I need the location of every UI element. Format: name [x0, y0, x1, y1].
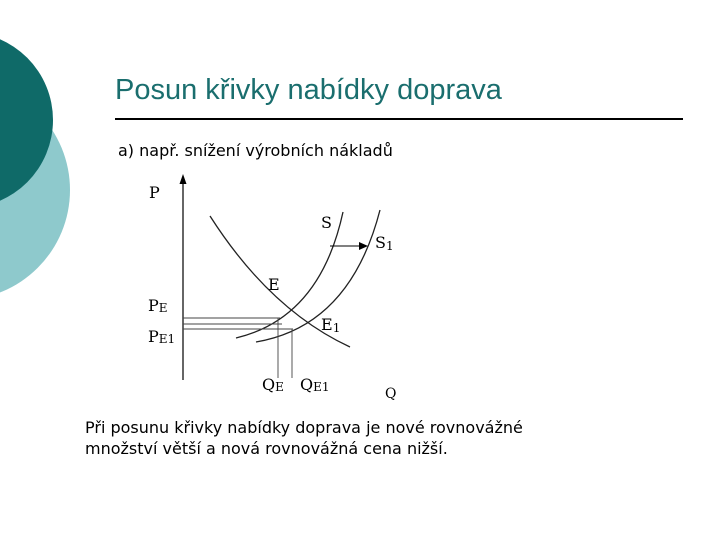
- point-label-e1: E1: [321, 315, 341, 335]
- price-label-pe1: PE1: [148, 327, 176, 346]
- curve-label-s: S: [321, 213, 332, 232]
- x-axis-label: Q: [385, 386, 397, 402]
- point-label-e: E: [268, 275, 280, 294]
- curve-label-s1: S1: [375, 233, 394, 253]
- slide-subtitle: a) např. snížení výrobních nákladů: [118, 141, 393, 160]
- y-axis-arrow-icon: [180, 174, 187, 184]
- explanation-caption: [85, 417, 645, 459]
- qty-label-qe: QE: [262, 375, 284, 394]
- price-label-pe: PE: [148, 296, 168, 315]
- caption-line-1: Při posunu křivky nabídky doprava je nové rovnovážné: [85, 418, 523, 437]
- y-axis-label: P: [149, 183, 160, 202]
- qty-label-qe1: QE1: [300, 375, 330, 394]
- slide-title: Posun křivky nabídky doprava: [115, 74, 502, 106]
- caption-line-2: množství větší a nová rovnovážná cena nižší.: [85, 439, 448, 458]
